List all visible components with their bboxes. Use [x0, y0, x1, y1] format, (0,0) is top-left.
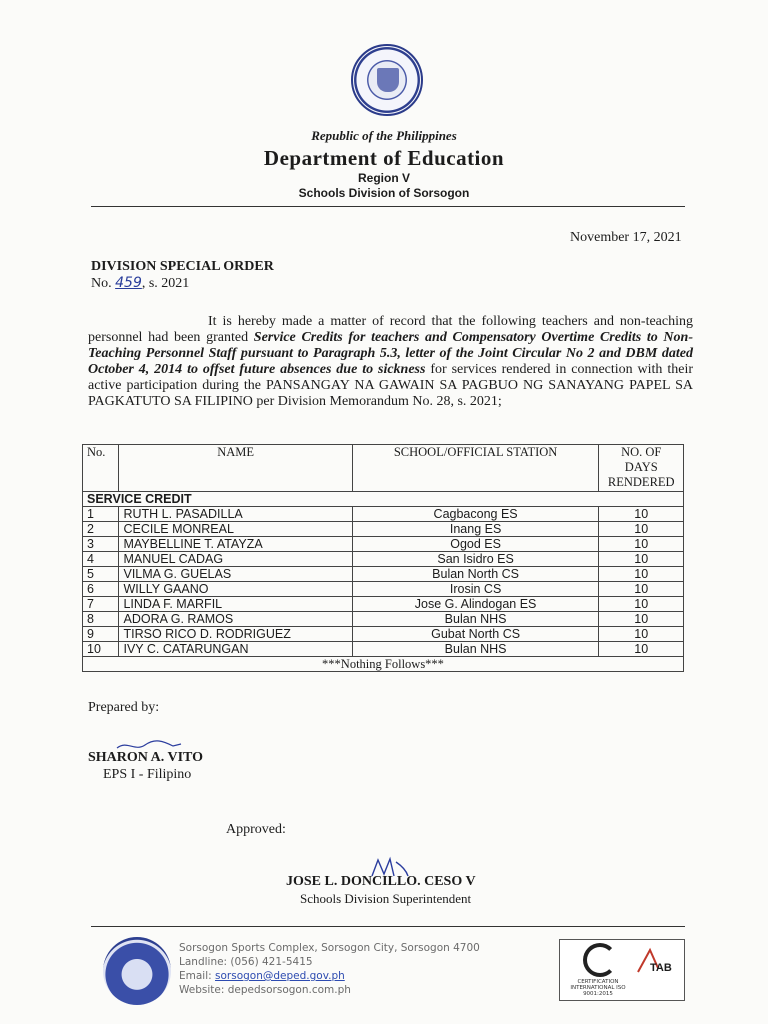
header-no: No. [83, 445, 119, 492]
cell-name: CECILE MONREAL [119, 522, 352, 537]
table-row [83, 642, 684, 657]
order-number [91, 275, 189, 292]
table-row [83, 612, 684, 627]
cell-name: VILMA G. GUELAS [119, 567, 352, 582]
cell-school: Bulan North CS [352, 567, 599, 582]
table-row [83, 537, 684, 552]
cell-days: 10 [599, 552, 684, 567]
cell-school: Bulan NHS [352, 642, 599, 657]
order-number-value: 459 [115, 275, 142, 291]
cell-school: Inang ES [352, 522, 599, 537]
cell-days: 10 [599, 537, 684, 552]
table-row [83, 627, 684, 642]
body-text-part1: It is hereby made a matter of record that the following teachers and non-teaching personnel had been granted [88, 314, 693, 345]
footer-divider [91, 926, 685, 927]
cell-no: 9 [83, 627, 119, 642]
table-row [83, 522, 684, 537]
certification-text: CERTIFICATION INTERNATIONAL ISO 9001:2015 [570, 979, 626, 997]
footer-address: Sorsogon Sports Complex, Sorsogon City, Sorsogon 4700 [179, 942, 480, 954]
cell-name: RUTH L. PASADILLA [119, 507, 352, 522]
cell-school: Jose G. Alindogan ES [352, 597, 599, 612]
cell-school: Ogod ES [352, 537, 599, 552]
department-title: Department of Education [263, 146, 505, 170]
division-line: Schools Division of Sorsogon [298, 186, 470, 200]
header-days: NO. OF DAYS RENDERED [599, 445, 684, 492]
division-logo [103, 937, 171, 1005]
cell-days: 10 [599, 612, 684, 627]
cell-no: 1 [83, 507, 119, 522]
prepared-by-label: Prepared by: [88, 700, 160, 715]
cell-name: ADORA G. RAMOS [119, 612, 352, 627]
region-line: Region V [357, 171, 410, 185]
footer-email [179, 970, 345, 982]
section-label: SERVICE CREDIT [83, 492, 684, 507]
order-number-suffix: , s. 2021 [141, 276, 190, 291]
cell-name: LINDA F. MARFIL [119, 597, 352, 612]
prepared-by-position: EPS I - Filipino [103, 767, 192, 782]
republic-line: Republic of the Philippines [311, 128, 457, 143]
prepared-by-name: SHARON A. VITO [88, 750, 204, 765]
cell-no: 4 [83, 552, 119, 567]
header-school: SCHOOL/OFFICIAL STATION [352, 445, 599, 492]
footer-landline: Landline: (056) 421-5415 [179, 956, 313, 968]
approved-by-name: JOSE L. DONCILLO. CESO V [286, 874, 476, 889]
cell-name: WILLY GAANO [119, 582, 352, 597]
document-date: November 17, 2021 [570, 230, 682, 245]
header-name: NAME [119, 445, 352, 492]
order-body [88, 314, 693, 410]
cell-no: 8 [83, 612, 119, 627]
order-number-prefix: No. [91, 276, 112, 291]
cell-name: MAYBELLINE T. ATAYZA [119, 537, 352, 552]
table-row [83, 597, 684, 612]
footer-email-link[interactable]: sorsogon@deped.gov.ph [215, 970, 345, 982]
cell-days: 10 [599, 627, 684, 642]
cell-school: San Isidro ES [352, 552, 599, 567]
cell-days: 10 [599, 582, 684, 597]
cell-days: 10 [599, 567, 684, 582]
header-divider [91, 206, 685, 207]
cell-no: 7 [83, 597, 119, 612]
cell-school: Bulan NHS [352, 612, 599, 627]
cell-school: Irosin CS [352, 582, 599, 597]
table-row [83, 507, 684, 522]
order-title: DIVISION SPECIAL ORDER [91, 259, 274, 274]
cell-days: 10 [599, 507, 684, 522]
personnel-table [82, 444, 684, 672]
deped-seal-logo [351, 44, 423, 116]
table-row [83, 582, 684, 597]
body-text-part2: for services rendered in connection with their active participation during the PANSANGAY NA GAWAIN SA PAGBUO NG SANAYANG PAPEL SA PAGKATUTO SA FILIPINO per Division Memorandum No. 28, s. 2021; [88, 362, 693, 409]
cell-no: 10 [83, 642, 119, 657]
cell-no: 5 [83, 567, 119, 582]
cell-no: 3 [83, 537, 119, 552]
cell-no: 2 [83, 522, 119, 537]
cell-days: 10 [599, 642, 684, 657]
cell-school: Cagbacong ES [352, 507, 599, 522]
certification-ring-icon [583, 943, 617, 977]
footer-email-label: Email: [179, 970, 216, 982]
cell-days: 10 [599, 522, 684, 537]
approved-label: Approved: [226, 822, 286, 837]
table-row [83, 567, 684, 582]
cell-name: MANUEL CADAG [119, 552, 352, 567]
cell-no: 6 [83, 582, 119, 597]
approved-by-position: Schools Division Superintendent [300, 891, 472, 906]
tab-accreditation-text: TAB [650, 962, 672, 974]
cell-school: Gubat North CS [352, 627, 599, 642]
body-text-bold: Service Credits for teachers and Compensatory Overtime Credits to Non-Teaching Personnel Staff pursuant to Paragraph 5.3, letter of the Joint Circular No 2 and DBM dated October 4, 2014 to offset future absences due to sickness [88, 330, 693, 377]
cell-days: 10 [599, 597, 684, 612]
nothing-follows: ***Nothing Follows*** [83, 657, 684, 672]
footer-website: Website: depedsorsogon.com.ph [179, 984, 351, 996]
cell-name: TIRSO RICO D. RODRIGUEZ [119, 627, 352, 642]
cell-name: IVY C. CATARUNGAN [119, 642, 352, 657]
table-row [83, 552, 684, 567]
